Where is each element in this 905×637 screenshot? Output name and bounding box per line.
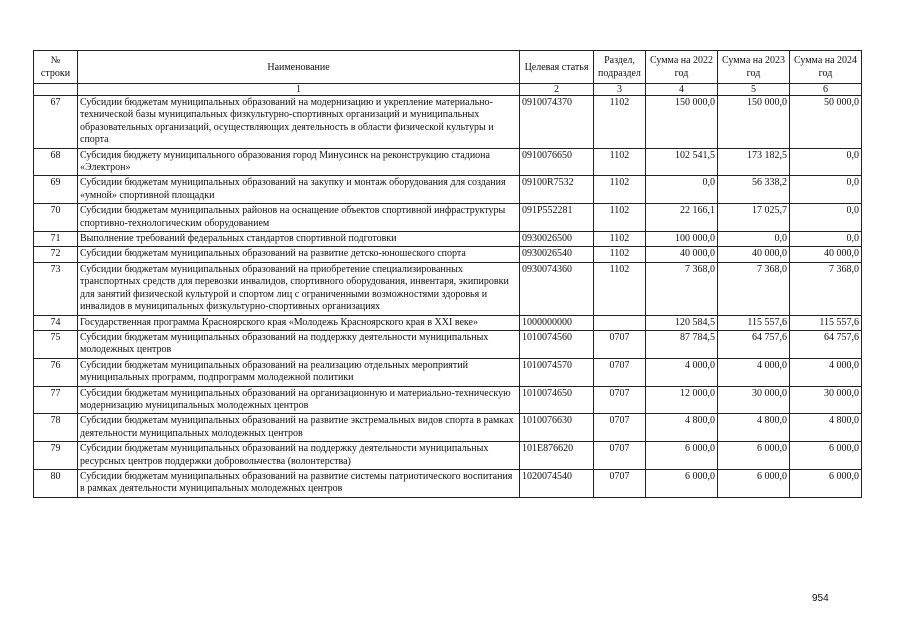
section-code: 0707	[594, 469, 646, 497]
row-number: 68	[34, 148, 78, 176]
row-number: 79	[34, 442, 78, 470]
amount-2023: 17 025,7	[718, 204, 790, 232]
section-code: 1102	[594, 232, 646, 247]
amount-2022: 12 000,0	[646, 386, 718, 414]
header-name: Наименование	[78, 51, 520, 84]
column-index: 5	[718, 84, 790, 96]
amount-2024: 30 000,0	[790, 386, 862, 414]
table-row	[34, 204, 862, 232]
section-code: 1102	[594, 96, 646, 149]
amount-2023: 30 000,0	[718, 386, 790, 414]
target-code: 1020074540	[520, 469, 594, 497]
amount-2022: 100 000,0	[646, 232, 718, 247]
amount-2024: 4 000,0	[790, 358, 862, 386]
row-number: 76	[34, 358, 78, 386]
target-code: 0930074360	[520, 262, 594, 315]
amount-2022: 7 368,0	[646, 262, 718, 315]
target-code: 0910076650	[520, 148, 594, 176]
amount-2024: 7 368,0	[790, 262, 862, 315]
row-number: 78	[34, 414, 78, 442]
item-name: Субсидии бюджетам муниципальных образований на развитие экстремальных видов спорта в рамках деятельности муниципальных молодежных центров	[78, 414, 520, 442]
amount-2024: 0,0	[790, 204, 862, 232]
row-number: 71	[34, 232, 78, 247]
table-row	[34, 414, 862, 442]
header-sum-2024: Сумма на 2024 год	[790, 51, 862, 84]
column-index-row	[34, 84, 862, 96]
amount-2022: 0,0	[646, 176, 718, 204]
amount-2022: 22 166,1	[646, 204, 718, 232]
header-sum-2023: Сумма на 2023 год	[718, 51, 790, 84]
amount-2022: 4 000,0	[646, 358, 718, 386]
amount-2024: 0,0	[790, 232, 862, 247]
section-code: 0707	[594, 414, 646, 442]
item-name: Субсидии бюджетам муниципальных образований на развитие детско-юношеского спорта	[78, 247, 520, 262]
amount-2024: 6 000,0	[790, 442, 862, 470]
amount-2024: 50 000,0	[790, 96, 862, 149]
amount-2022: 6 000,0	[646, 442, 718, 470]
amount-2024: 0,0	[790, 148, 862, 176]
target-code: 09100R7532	[520, 176, 594, 204]
section-code: 1102	[594, 204, 646, 232]
amount-2023: 40 000,0	[718, 247, 790, 262]
amount-2023: 6 000,0	[718, 442, 790, 470]
target-code: 1010074560	[520, 330, 594, 358]
item-name: Субсидии бюджетам муниципальных образований на реализацию отдельных мероприятий муниципальных программ, подпрограмм молодежной политики	[78, 358, 520, 386]
row-number: 74	[34, 315, 78, 330]
header-row	[34, 51, 862, 84]
row-number: 67	[34, 96, 78, 149]
table-row	[34, 469, 862, 497]
section-code: 1102	[594, 176, 646, 204]
target-code: 101E876620	[520, 442, 594, 470]
amount-2023: 0,0	[718, 232, 790, 247]
page-number: 954	[812, 593, 829, 604]
section-code: 0707	[594, 442, 646, 470]
amount-2023: 4 800,0	[718, 414, 790, 442]
amount-2022: 102 541,5	[646, 148, 718, 176]
column-index: 1	[78, 84, 520, 96]
table-row	[34, 96, 862, 149]
item-name: Субсидия бюджету муниципального образования город Минусинск на реконструкцию стадиона «Электрон»	[78, 148, 520, 176]
amount-2024: 64 757,6	[790, 330, 862, 358]
item-name: Субсидии бюджетам муниципальных образований на поддержку деятельности муниципальных молодежных центров	[78, 330, 520, 358]
item-name: Государственная программа Красноярского края «Молодежь Красноярского края в XXI веке»	[78, 315, 520, 330]
amount-2023: 6 000,0	[718, 469, 790, 497]
section-code: 1102	[594, 148, 646, 176]
row-number: 80	[34, 469, 78, 497]
table-row	[34, 386, 862, 414]
amount-2024: 0,0	[790, 176, 862, 204]
amount-2023: 56 338,2	[718, 176, 790, 204]
amount-2023: 64 757,6	[718, 330, 790, 358]
target-code: 091P552281	[520, 204, 594, 232]
row-number: 77	[34, 386, 78, 414]
row-number: 69	[34, 176, 78, 204]
section-code: 1102	[594, 247, 646, 262]
amount-2024: 40 000,0	[790, 247, 862, 262]
target-code: 0930026540	[520, 247, 594, 262]
header-section: Раздел, подраздел	[594, 51, 646, 84]
item-name: Выполнение требований федеральных стандартов спортивной подготовки	[78, 232, 520, 247]
item-name: Субсидии бюджетам муниципальных образований на поддержку деятельности муниципальных ресурсных центров поддержки добровольчества (волонтерства)	[78, 442, 520, 470]
budget-table	[33, 50, 862, 498]
amount-2022: 87 784,5	[646, 330, 718, 358]
section-code: 1102	[594, 262, 646, 315]
column-index: 6	[790, 84, 862, 96]
amount-2022: 40 000,0	[646, 247, 718, 262]
amount-2024: 4 800,0	[790, 414, 862, 442]
table-row	[34, 442, 862, 470]
table-row	[34, 330, 862, 358]
amount-2023: 7 368,0	[718, 262, 790, 315]
table-row	[34, 232, 862, 247]
table-row	[34, 315, 862, 330]
item-name: Субсидии бюджетам муниципальных районов на оснащение объектов спортивной инфраструктуры спортивно-технологическим оборудованием	[78, 204, 520, 232]
header-target: Целевая статья	[520, 51, 594, 84]
item-name: Субсидии бюджетам муниципальных образований на организационную и материально-техническую модернизацию муниципальных молодежных центров	[78, 386, 520, 414]
column-index: 4	[646, 84, 718, 96]
target-code: 0910074370	[520, 96, 594, 149]
row-number: 70	[34, 204, 78, 232]
table-row	[34, 247, 862, 262]
amount-2023: 4 000,0	[718, 358, 790, 386]
item-name: Субсидии бюджетам муниципальных образований на модернизацию и укрепление материально-технической базы муниципальных физкультурно-спортивных организаций и муниципальных образовательных организаций, осуществляющих деятельность в области физической культуры и спорта	[78, 96, 520, 149]
amount-2023: 150 000,0	[718, 96, 790, 149]
amount-2023: 115 557,6	[718, 315, 790, 330]
target-code: 1010076630	[520, 414, 594, 442]
header-row-no: № строки	[34, 51, 78, 84]
target-code: 1010074570	[520, 358, 594, 386]
table-row	[34, 262, 862, 315]
column-index: 3	[594, 84, 646, 96]
row-number: 73	[34, 262, 78, 315]
table-row	[34, 358, 862, 386]
amount-2022: 120 584,5	[646, 315, 718, 330]
column-index: 2	[520, 84, 594, 96]
amount-2023: 173 182,5	[718, 148, 790, 176]
target-code: 1010074650	[520, 386, 594, 414]
target-code: 1000000000	[520, 315, 594, 330]
header-sum-2022: Сумма на 2022 год	[646, 51, 718, 84]
section-code: 0707	[594, 330, 646, 358]
amount-2024: 115 557,6	[790, 315, 862, 330]
column-index-blank	[34, 84, 78, 96]
amount-2022: 6 000,0	[646, 469, 718, 497]
row-number: 72	[34, 247, 78, 262]
amount-2024: 6 000,0	[790, 469, 862, 497]
item-name: Субсидии бюджетам муниципальных образований на приобретение специализированных транспортных средств для перевозки инвалидов, спортивного оборудования, инвентаря, экипировки для занятий физической культурой и спортом лиц с ограниченными возможностями здоровья и инвалидов в муниципальных физкультурно-спортивных организациях	[78, 262, 520, 315]
section-code: 0707	[594, 358, 646, 386]
table-row	[34, 176, 862, 204]
item-name: Субсидии бюджетам муниципальных образований на развитие системы патриотического воспитания в рамках деятельности муниципальных молодежных центров	[78, 469, 520, 497]
table-row	[34, 148, 862, 176]
amount-2022: 4 800,0	[646, 414, 718, 442]
row-number: 75	[34, 330, 78, 358]
section-code	[594, 315, 646, 330]
amount-2022: 150 000,0	[646, 96, 718, 149]
target-code: 0930026500	[520, 232, 594, 247]
section-code: 0707	[594, 386, 646, 414]
item-name: Субсидии бюджетам муниципальных образований на закупку и монтаж оборудования для создания «умной» спортивной площадки	[78, 176, 520, 204]
